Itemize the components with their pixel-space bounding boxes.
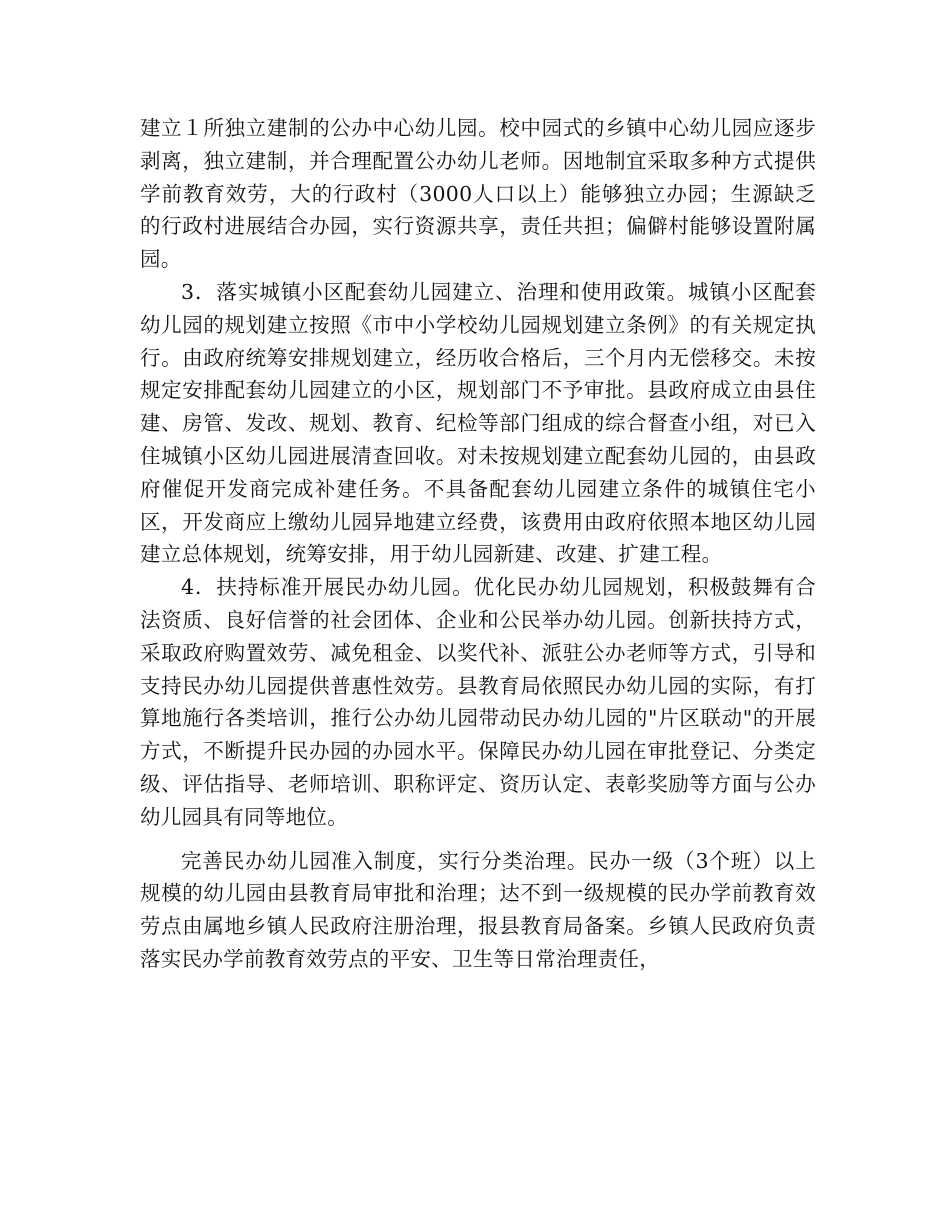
paragraph-item-4: 4．扶持标准开展民办幼儿园。优化民办幼儿园规划，积极鼓舞有合法资质、良好信誉的社会团体、企业和公民举办幼儿园。创新扶持方式，采取政府购置效劳、减免租金、以奖代补、派驻公办老师等方式，引导和支持民办幼儿园提供普惠性效劳。县教育局依照民办幼儿园的实际，有打算地施行各类培训，推行公办幼儿园带动民办幼儿园的"片区联动"的开展方式，不断提升民办园的办园水平。保障民办幼儿园在审批登记、分类定级、评估指导、老师培训、职称评定、资历认定、表彰奖励等方面与公办幼儿园具有同等地位。 [140, 575, 816, 829]
paragraph-item-3: 3．落实城镇小区配套幼儿园建立、治理和使用政策。城镇小区配套幼儿园的规划建立按照《市中小学校幼儿园规划建立条例》的有关规定执行。由政府统筹安排规划建立，经历收合格后，三个月内无偿移交。未按规定安排配套幼儿园建立的小区，规划部门不予审批。县政府成立由县住建、房管、发改、规划、教育、纪检等部门组成的综合督查小组，对已入住城镇小区幼儿园进展清查回收。对未按规划建立配套幼儿园的，由县政府催促开发商完成补建任务。不具备配套幼儿园建立条件的城镇住宅小区，开发商应上缴幼儿园异地建立经费，该费用由政府依照本地区幼儿园建立总体规划，统筹安排，用于幼儿园新建、改建、扩建工程。 [140, 279, 816, 567]
paragraph-admission-system: 完善民办幼儿园准入制度，实行分类治理。民办一级（3个班）以上规模的幼儿园由县教育局审批和治理；达不到一级规模的民办学前教育效劳点由属地乡镇人民政府注册治理，报县教育局备案。乡镇人民政府负责落实民办学前教育效劳点的平安、卫生等日常治理责任， [140, 848, 816, 971]
document-page [140, 112, 816, 976]
paragraph-continuation: 建立１所独立建制的公办中心幼儿园。校中园式的乡镇中心幼儿园应逐步剥离，独立建制，并合理配置公办幼儿老师。因地制宜采取多种方式提供学前教育效劳，大的行政村（3000人口以上）能够独立办园；生源缺乏的行政村进展结合办园，实行资源共享，责任共担；偏僻村能够设置附属园。 [140, 116, 816, 272]
